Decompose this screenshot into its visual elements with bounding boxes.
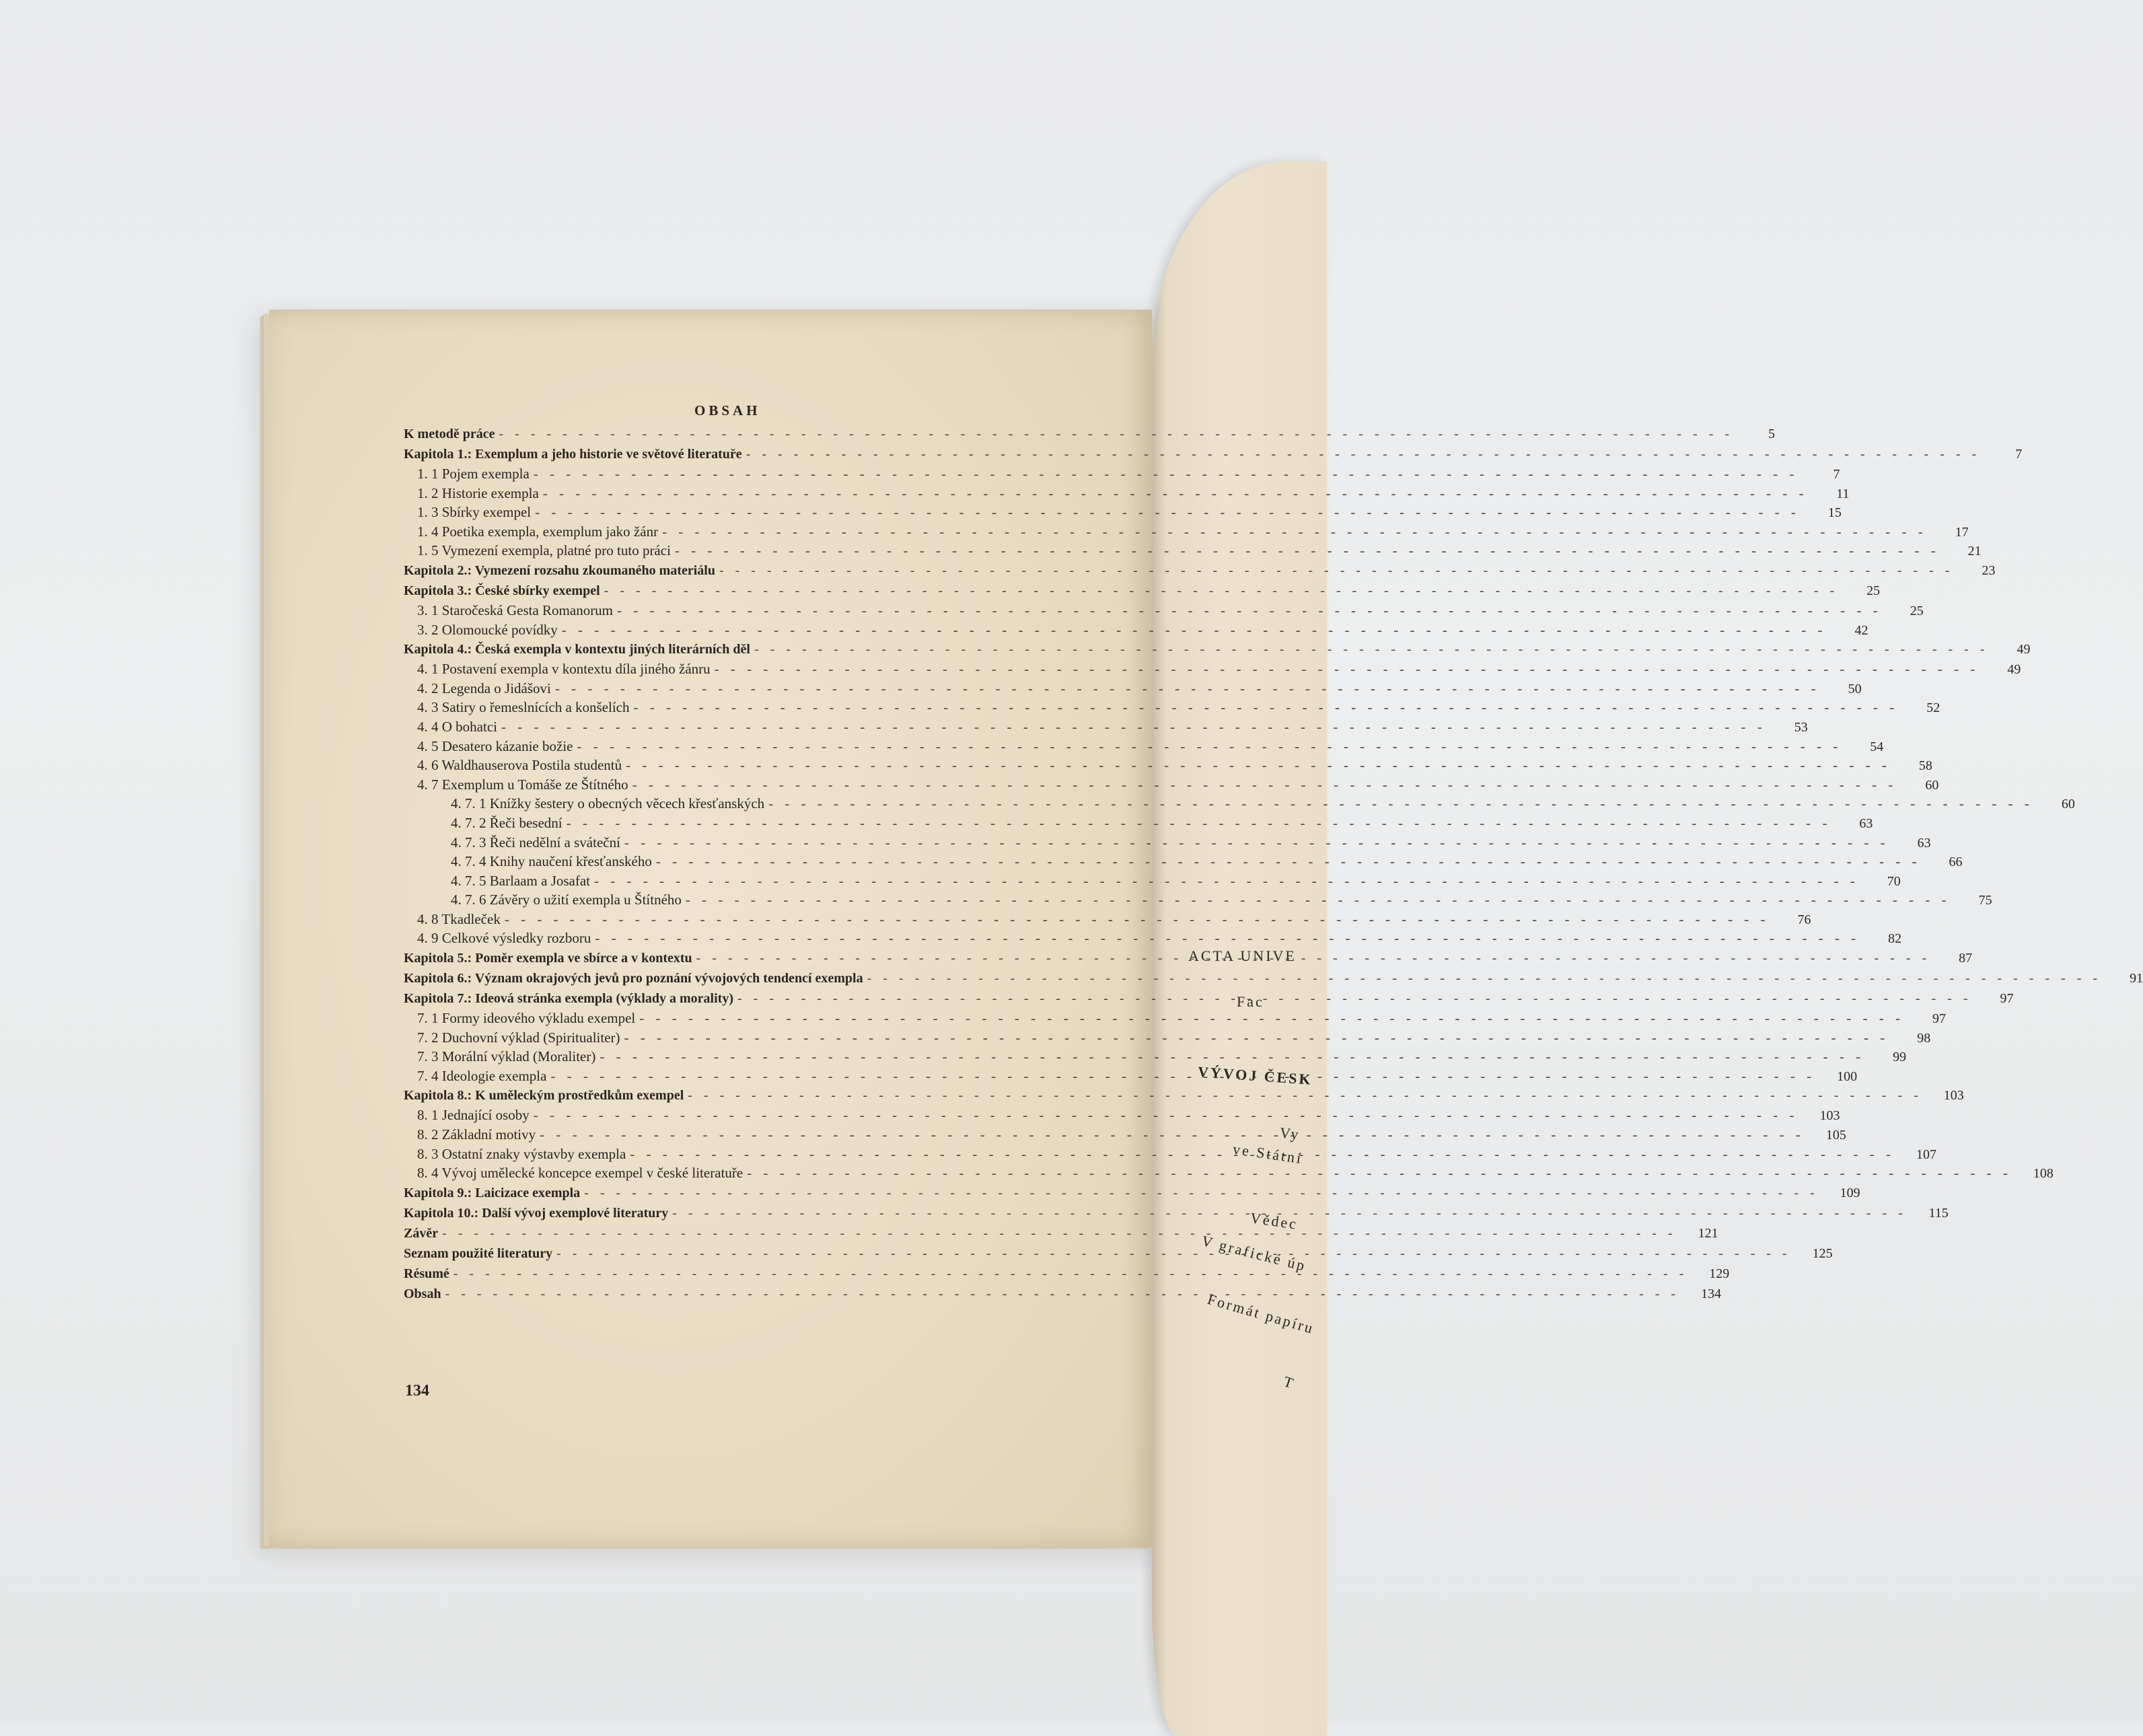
toc-entry — [404, 717, 1808, 737]
toc-entry-page: 58 — [1918, 758, 1932, 774]
toc-entry — [404, 1264, 1730, 1284]
toc-entry-page: 82 — [1888, 931, 1902, 947]
toc-entry — [404, 1163, 2054, 1183]
toc-entry — [404, 581, 1881, 601]
toc-leader-dots — [577, 737, 1842, 756]
toc-entry — [404, 1028, 1931, 1048]
toc-entry-label: 4. 7. 4 Knihy naučení křesťanského — [451, 853, 652, 870]
toc-entry-page: 97 — [2000, 991, 2014, 1007]
toc-entry — [404, 1223, 1718, 1243]
toc-entry — [404, 871, 1901, 891]
toc-leader-dots — [555, 679, 1820, 698]
toc-leader-dots — [675, 541, 1940, 560]
toc-entry-page: 121 — [1698, 1225, 1718, 1241]
toc-entry-page: 7 — [1833, 467, 1840, 482]
toc-entry-page: 50 — [1848, 681, 1862, 696]
toc-leader-dots — [715, 659, 1979, 679]
toc-leader-dots — [501, 717, 1766, 737]
toc-entry-page: 63 — [1917, 835, 1931, 851]
toc-entry-label: 4. 1 Postavení exempla v kontextu díla jiného žánru — [417, 661, 711, 678]
toc-entry-page: 108 — [2033, 1166, 2054, 1182]
toc-entry-label: 7. 3 Morální výklad (Moraliter) — [417, 1048, 596, 1065]
toc-leader-dots — [737, 988, 1972, 1009]
toc-leader-dots — [617, 601, 1882, 620]
toc-entry — [404, 813, 1873, 833]
toc-entry-label: 7. 2 Duchovní výklad (Spiritualiter) — [417, 1029, 620, 1046]
toc-leader-dots — [632, 775, 1897, 795]
toc-entry-label: Kapitola 2.: Vymezení rozsahu zkoumaného materiálu — [404, 563, 715, 578]
toc-entry-page: 129 — [1709, 1266, 1730, 1281]
toc-leader-dots — [634, 698, 1899, 717]
toc-entry-page: 125 — [1812, 1245, 1833, 1261]
toc-entry — [404, 522, 1969, 542]
toc-entry — [404, 464, 1840, 484]
toc-entry-label: 3. 1 Staročeská Gesta Romanorum — [417, 602, 614, 618]
toc-entry — [404, 444, 2023, 464]
toc-entry-page: 105 — [1825, 1128, 1846, 1143]
toc-entry — [404, 737, 1884, 756]
toc-entry — [404, 1085, 1964, 1106]
toc-entry — [404, 620, 1868, 640]
toc-entry-label: 4. 7. 6 Závěry o užití exempla u Štítného — [451, 892, 682, 908]
toc-leader-dots — [442, 1223, 1677, 1243]
toc-entry — [404, 794, 2075, 813]
toc-entry-page: 103 — [1819, 1108, 1840, 1124]
toc-entry — [404, 601, 1924, 620]
toc-entry-page: 17 — [1955, 524, 1969, 540]
toc-entry-page: 42 — [1854, 622, 1868, 638]
toc-entry-page: 134 — [1701, 1286, 1722, 1301]
facing-page-line: ve Státní — [1231, 1140, 1304, 1167]
toc-entry-page: 60 — [2061, 797, 2075, 812]
toc-entry-label: 7. 1 Formy ideového výkladu exempel — [417, 1010, 636, 1027]
toc-entry-page: 109 — [1840, 1185, 1860, 1200]
toc-leader-dots — [543, 484, 1808, 503]
toc-leader-dots — [768, 794, 2033, 813]
toc-leader-dots — [719, 560, 1954, 581]
facing-page-line: VÝVOJ ČESK — [1197, 1063, 1313, 1088]
toc-leader-dots — [550, 1066, 1815, 1086]
toc-entry — [404, 1183, 1860, 1203]
toc-entry-label: 8. 4 Vývoj umělecké koncepce exempel v české literatuře — [417, 1165, 743, 1182]
toc-entry-label: 8. 1 Jednající osoby — [417, 1107, 530, 1124]
toc-leader-dots — [540, 1125, 1805, 1145]
toc-entry-label: 1. 5 Vymezení exempla, platné pro tuto práci — [417, 542, 671, 559]
toc-entry-page: 98 — [1917, 1030, 1931, 1046]
toc-entry-page: 91 — [2130, 971, 2143, 986]
toc-leader-dots — [562, 620, 1827, 640]
toc-leader-dots — [556, 1243, 1791, 1264]
toc-entry-label: 4. 2 Legenda o Jidášovi — [417, 680, 551, 696]
toc-entry-label: K metodě práce — [404, 427, 495, 441]
toc-entry-label: Kapitola 1.: Exemplum a jeho historie ve světové literatuře — [404, 447, 742, 462]
toc-leader-dots — [656, 852, 1921, 871]
toc-entry-page: 107 — [1916, 1147, 1936, 1162]
toc-entry-label: Kapitola 10.: Další vývoj exemplové literatury — [404, 1205, 669, 1221]
toc-entry-page: 25 — [1866, 583, 1881, 598]
toc-entry-label: 4. 3 Satiry o řemeslnících a konšelích — [417, 699, 630, 716]
toc-entry — [404, 929, 1902, 948]
toc-entry — [404, 1106, 1840, 1125]
toc-entry-page: 52 — [1926, 700, 1940, 716]
toc-entry — [404, 424, 1776, 444]
toc-entry — [404, 756, 1932, 775]
toc-leader-dots — [445, 1284, 1680, 1304]
toc-entry — [404, 852, 1963, 871]
toc-entry-label: Kapitola 4.: Česká exempla v kontextu jiných literárních děl — [404, 642, 750, 657]
toc-entry-label: 4. 7. 3 Řeči nedělní a sváteční — [451, 834, 620, 851]
toc-entry — [404, 659, 2021, 679]
toc-entry-page: 60 — [1925, 777, 1939, 793]
toc-entry — [404, 698, 1940, 717]
toc-entry-label: 1. 4 Poetika exempla, exemplum jako žánr — [417, 523, 659, 540]
toc-entry-label: 8. 2 Základní motivy — [417, 1126, 536, 1143]
toc-leader-dots — [604, 581, 1839, 601]
toc-entry — [404, 560, 1996, 581]
toc-entry-page: 11 — [1836, 486, 1850, 501]
toc-leader-dots — [499, 424, 1734, 444]
toc-leader-dots — [626, 756, 1891, 775]
facing-page-line: Vy — [1278, 1124, 1301, 1143]
toc-entry-page: 97 — [1932, 1011, 1946, 1027]
toc-entry — [404, 1009, 1946, 1028]
page-number: 134 — [405, 1382, 429, 1400]
toc-leader-dots — [746, 444, 1981, 464]
toc-entry-page: 70 — [1887, 873, 1901, 889]
toc-leader-dots — [688, 1085, 1922, 1106]
toc-leader-dots — [584, 1183, 1819, 1203]
toc-entry-label: 8. 3 Ostatní znaky výstavby exempla — [417, 1145, 626, 1162]
toc-entry-label: 3. 2 Olomoucké povídky — [417, 621, 558, 638]
toc-entry-label: Seznam použité literatury — [404, 1245, 553, 1261]
toc-leader-dots — [453, 1264, 1688, 1284]
toc-entry — [404, 775, 1939, 795]
toc-leader-dots — [686, 890, 1951, 910]
toc-entry-page: 115 — [1928, 1205, 1949, 1221]
toc-entry-label: Kapitola 5.: Poměr exempla ve sbírce a v kontextu — [404, 951, 692, 966]
facing-page-line: Fac — [1237, 993, 1264, 1010]
toc-entry — [404, 679, 1862, 698]
toc-entry-label: 4. 7. 1 Knížky šestery o obecných věcech křesťanských — [451, 795, 765, 812]
toc-entry — [404, 890, 1992, 910]
toc-entry-page: 49 — [2017, 642, 2031, 657]
toc-entry-page: 53 — [1794, 719, 1808, 735]
toc-entry — [404, 1125, 1846, 1145]
toc-entry-page: 76 — [1797, 912, 1811, 927]
toc-leader-dots — [535, 503, 1800, 522]
toc-entry-page: 5 — [1768, 427, 1776, 441]
toc-leader-dots — [630, 1145, 1895, 1164]
toc-entry-label: 4. 7. 2 Řeči besední — [451, 814, 562, 831]
toc-leader-dots — [696, 948, 1931, 968]
facing-page-line: Vědec — [1249, 1209, 1299, 1233]
toc-entry-label: 4. 7 Exemplum u Tomáše ze Štítného — [417, 776, 628, 793]
toc-entry-page: 15 — [1827, 505, 1842, 521]
toc-entry-page: 25 — [1910, 603, 1924, 618]
facing-page-line: T — [1281, 1373, 1298, 1392]
toc-entry-label: Závěr — [404, 1225, 439, 1241]
toc-entry-label: Résumé — [404, 1266, 449, 1281]
facing-page-line: ACTA UNIVE — [1188, 947, 1297, 964]
toc-leader-dots — [567, 813, 1831, 833]
toc-leader-dots — [754, 639, 1989, 659]
toc-entry-page: 99 — [1893, 1050, 1907, 1065]
toc-entry — [404, 541, 1982, 560]
toc-entry-page: 103 — [1943, 1088, 1964, 1104]
toc-entry-label: Kapitola 6.: Význam okrajových jevů pro poznání vývojových tendencí exempla — [404, 971, 863, 986]
toc-entry-label: Kapitola 7.: Ideová stránka exempla (výklady a morality) — [404, 991, 733, 1007]
toc-leader-dots — [624, 1028, 1889, 1048]
toc-leader-dots — [595, 929, 1860, 948]
toc-leader-dots — [505, 910, 1770, 929]
toc-entry-label: Kapitola 8.: K uměleckým prostředkům exempel — [404, 1088, 684, 1104]
toc-entry-label: Kapitola 9.: Laicizace exempla — [404, 1185, 581, 1200]
toc-leader-dots — [534, 1106, 1799, 1125]
facing-page-line: V grafické úp — [1200, 1232, 1309, 1274]
toc-entry — [404, 833, 1931, 853]
toc-entry-label: 4. 9 Celkové výsledky rozboru — [417, 930, 591, 947]
toc-leader-dots — [534, 464, 1799, 484]
toc-entry-label: Obsah — [404, 1286, 441, 1301]
toc-entry — [404, 968, 2143, 988]
toc-entry-page: 23 — [1982, 563, 1996, 578]
toc-leader-dots — [747, 1163, 2012, 1183]
toc-entry-page: 66 — [1949, 855, 1963, 870]
toc-leader-dots — [662, 522, 1927, 542]
toc-entry-page: 21 — [1967, 544, 1982, 559]
toc-entry — [404, 503, 1842, 522]
toc-entry-page: 54 — [1870, 739, 1884, 754]
toc-entry-label: Kapitola 3.: České sbírky exempel — [404, 583, 600, 598]
toc-entry-page: 49 — [2007, 662, 2021, 678]
toc-entry-page: 75 — [1978, 893, 1992, 908]
toc-entry-page: 87 — [1959, 951, 1973, 966]
toc-entry-label: 4. 6 Waldhauserova Postila studentů — [417, 757, 622, 774]
toc-leader-dots — [867, 968, 2102, 988]
toc-entry-label: 4. 5 Desatero kázanie božie — [417, 737, 573, 754]
toc-entry-label: 1. 2 Historie exempla — [417, 484, 539, 501]
toc-entry — [404, 1047, 1907, 1066]
toc-entry-page: 7 — [2015, 447, 2023, 462]
toc-entry-label: 1. 3 Sbírky exempel — [417, 504, 532, 521]
facing-page-line: Formát papíru — [1205, 1290, 1317, 1338]
toc-entry — [404, 1284, 1722, 1304]
toc-leader-dots — [624, 833, 1889, 853]
toc-leader-dots — [639, 1009, 1904, 1028]
toc-leader-dots — [600, 1047, 1864, 1066]
toc-entry-page: 63 — [1859, 816, 1873, 831]
toc-entry — [404, 910, 1811, 929]
toc-entry-label: 4. 7. 5 Barlaam a Josafat — [451, 872, 591, 889]
toc-entry-page: 100 — [1837, 1069, 1858, 1084]
toc-entry-label: 4. 4 O bohatci — [417, 718, 497, 735]
toc-title: OBSAH — [694, 402, 761, 419]
toc-entry-label: 7. 4 Ideologie exempla — [417, 1067, 547, 1084]
toc-entry-label: 4. 8 Tkadleček — [417, 910, 501, 927]
toc-entry — [404, 639, 2031, 659]
toc-leader-dots — [594, 871, 1859, 891]
toc-entry — [404, 484, 1850, 503]
toc-leader-dots — [672, 1203, 1907, 1223]
toc-entry-label: 1. 1 Pojem exempla — [417, 466, 530, 482]
